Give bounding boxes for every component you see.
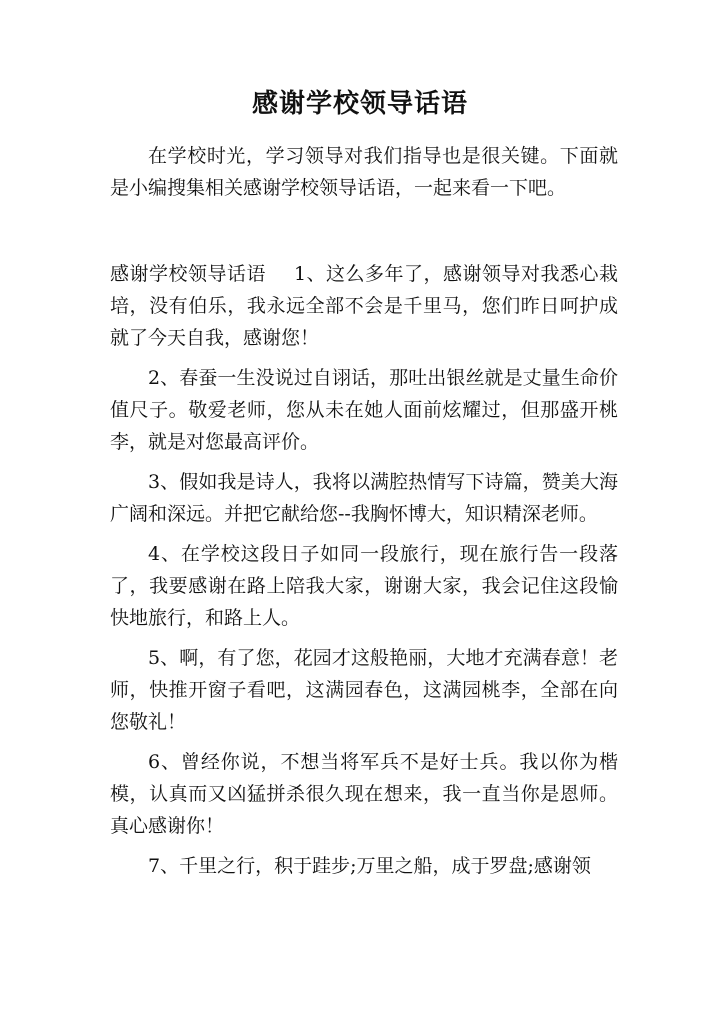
item-1-text: 1、这么多年了，感谢领导对我悉心栽培，没有伯乐，我永远全部不会是千里马，您们昨日呵护成就了今天自我，感谢您！ bbox=[110, 263, 618, 349]
paragraph-item-7: 7、千里之行，积于跬步;万里之船，成于罗盘;感谢领 bbox=[148, 855, 591, 877]
document-body bbox=[110, 140, 618, 890]
document-title: 感谢学校领导话语 bbox=[251, 89, 468, 119]
paragraph-item-2: 2、春蚕一生没说过自诩话，那吐出银丝就是丈量生命价值尺子。敬爱老师，您从未在她人面前炫耀过，但那盛开桃李，就是对您最高评价。 bbox=[110, 367, 618, 453]
paragraph-item-5: 5、啊，有了您，花园才这般艳丽，大地才充满春意！老师，快推开窗子看吧，这满园春色，这满园桃李，全部在向您敬礼！ bbox=[110, 647, 618, 733]
intro-paragraph: 在学校时光，学习领导对我们指导也是很关键。下面就是小编搜集相关感谢学校领导话语，一起来看一下吧。 bbox=[110, 145, 618, 199]
paragraph-item-4: 4、在学校这段日子如同一段旅行，现在旅行告一段落了，我要感谢在路上陪我大家，谢谢大家，我会记住这段愉快地旅行，和路上人。 bbox=[110, 543, 618, 629]
section-heading: 感谢学校领导话语 bbox=[110, 263, 266, 285]
paragraph-item-6: 6、曾经你说，不想当将军兵不是好士兵。我以你为楷模，认真而又凶猛拼杀很久现在想来，我一直当你是恩师。真心感谢你！ bbox=[110, 751, 618, 837]
paragraph-item-3: 3、假如我是诗人，我将以满腔热情写下诗篇，赞美大海广阔和深远。并把它献给您--我胸怀博大，知识精深老师。 bbox=[110, 471, 618, 525]
paragraph-item-1 bbox=[110, 258, 618, 354]
